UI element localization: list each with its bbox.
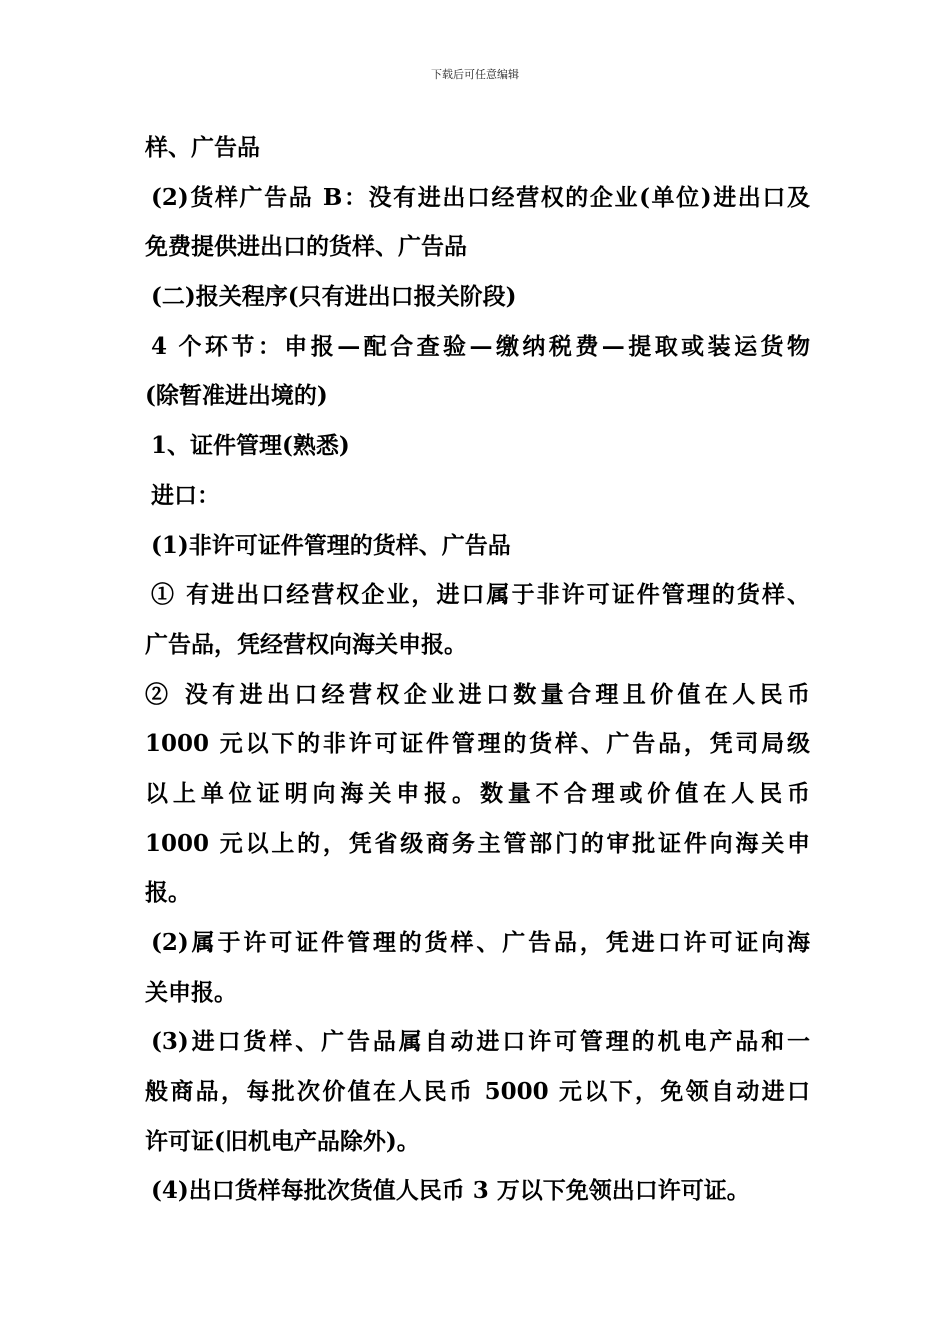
text-line: ② 没有进出口经营权企业进口数量合理且价值在人民币 — [145, 680, 810, 708]
text-line: 进口： — [151, 481, 220, 509]
text-line: (2)属于许可证件管理的货样、广告品，凭进口许可证向海 — [151, 929, 810, 956]
text-line: ① 有进出口经营权企业，进口属于非许可证件管理的货样、 — [151, 581, 810, 609]
text-line: 报。 — [145, 879, 191, 907]
text-line: 1000 元以下的非许可证件管理的货样、广告品，凭司局级 — [145, 730, 810, 758]
text-line: (除暂准进出境的) — [145, 382, 328, 410]
text-line: (1)非许可证件管理的货样、广告品 — [151, 531, 511, 559]
page-header: 下载后可任意编辑 — [431, 68, 519, 81]
text-line: (4)出口货样每批次货值人民币 3 万以下免领出口许可证。 — [151, 1177, 750, 1205]
text-line: 关申报。 — [145, 978, 237, 1006]
text-line: 以上单位证明向海关申报。数量不合理或价值在人民币 — [145, 779, 810, 807]
text-line: 样、广告品 — [145, 134, 260, 161]
text-line: 免费提供进出口的货样、广告品 — [145, 233, 467, 261]
document-body — [145, 130, 810, 1223]
text-line: 1、证件管理(熟悉) — [151, 432, 350, 460]
text-line: (二)报关程序(只有进出口报关阶段) — [151, 283, 517, 311]
text-line: (2)货样广告品 B：没有进出口经营权的企业(单位)进出口及 — [151, 183, 810, 211]
text-line: 般商品，每批次价值在人民币 5000 元以下，免领自动进口 — [145, 1078, 810, 1106]
text-line: 广告品，凭经营权向海关申报。 — [145, 630, 467, 658]
text-line: 许可证(旧机电产品除外)。 — [145, 1127, 420, 1155]
text-line: (3)进口货样、广告品属自动进口许可管理的机电产品和一 — [151, 1028, 810, 1056]
text-line: 4 个环节：申报—配合查验—缴纳税费—提取或装运货物 — [151, 332, 810, 360]
text-line: 1000 元以上的，凭省级商务主管部门的审批证件向海关申 — [145, 829, 810, 857]
